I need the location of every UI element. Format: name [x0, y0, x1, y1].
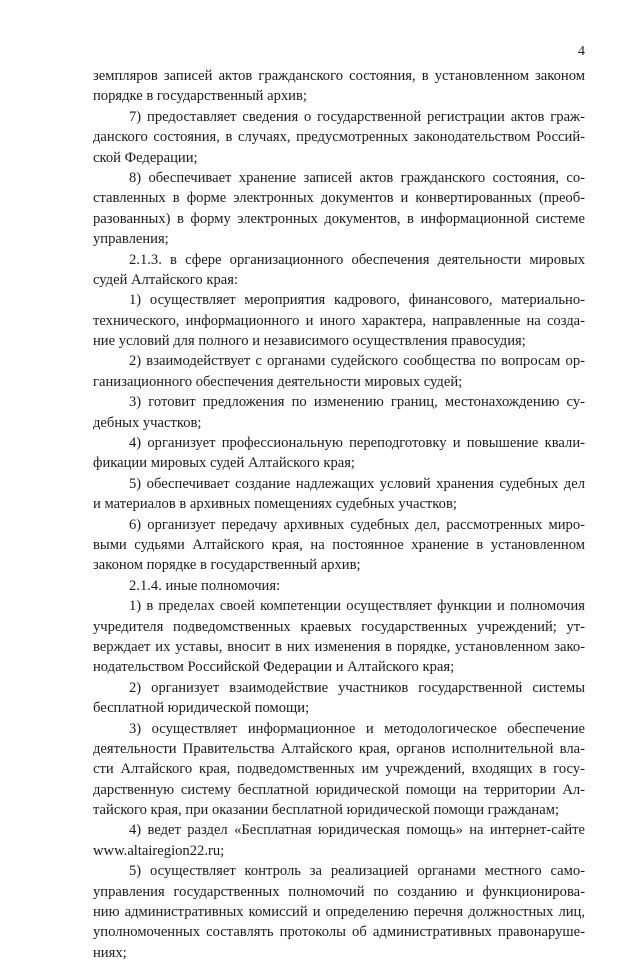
text-line: 6) организует передачу архивных судебных дел, рассмотренных миро- [129, 516, 585, 533]
text-line: www.altairegion22.ru; [93, 842, 225, 859]
text-line: технического, информационного и иного характера, направленные на созда- [93, 312, 585, 329]
page-number: 4 [578, 44, 585, 59]
text-line: учредителя подведомственных краевых государственных учреждений; ут- [93, 618, 585, 635]
text-line: 5) обеспечивает создание надлежащих условий хранения судебных дел [129, 475, 585, 492]
text-line: выми судьями Алтайского края, на постоянное хранение в установленном [93, 536, 585, 553]
text-line: ниях; [93, 944, 127, 961]
text-line: судей Алтайского края: [93, 271, 239, 288]
text-line: дарственную систему бесплатной юридической помощи на территории Ал- [93, 781, 585, 798]
text-line: бесплатной юридической помощи; [93, 700, 310, 717]
text-line: ганизационного обеспечения деятельности мировых судей; [93, 373, 463, 390]
text-line: управления государственных полномочий по созданию и функционирова- [93, 883, 585, 900]
text-line: нодательством Российской Федерации и Алтайского края; [93, 659, 455, 676]
text-line: и материалов в архивных помещениях судебных участков; [93, 496, 457, 513]
text-line: 2.1.3. в сфере организационного обеспечения деятельности мировых [129, 251, 585, 268]
text-line: верждает их уставы, вносит в них изменения в порядке, установленном зако- [93, 638, 585, 655]
document-body [93, 66, 585, 963]
text-line: 1) осуществляет мероприятия кадрового, финансового, материально- [129, 292, 585, 309]
text-line: ставленных в форме электронных документов и конвертированных (преоб- [93, 190, 585, 207]
text-line: сти Алтайского края, подведомственных им учреждений, входящих в госу- [93, 761, 585, 778]
text-line: законом порядке в государственный архив; [93, 557, 361, 574]
text-line: деятельности Правительства Алтайского края, органов исполнительной вла- [93, 740, 585, 757]
text-line: дебных участков; [93, 414, 202, 431]
text-line: 2) взаимодействует с органами судейского сообщества по вопросам ор- [129, 353, 585, 370]
text-line: 1) в пределах своей компетенции осуществляет функции и полномочия [129, 598, 585, 615]
text-line: земпляров записей актов гражданского состояния, в установленном законом [93, 68, 585, 84]
text-line: 2) организует взаимодействие участников государственной системы [129, 679, 585, 696]
text-line: 5) осуществляет контроль за реализацией органами местного само- [129, 863, 585, 880]
text-line: порядке в государственный архив; [93, 88, 307, 105]
text-line: 8) обеспечивает хранение записей актов гражданского состояния, со- [129, 169, 585, 186]
text-line: уполномоченных составлять протоколы об административных правонаруше- [93, 924, 585, 941]
text-line: тайского края, при оказании бесплатной юридической помощи гражданам; [93, 802, 560, 819]
text-line: фикации мировых судей Алтайского края; [93, 455, 355, 472]
text-line: 7) предоставляет сведения о государственной регистрации актов граж- [129, 108, 585, 125]
text-line: 2.1.4. иные полномочия: [129, 577, 281, 594]
text-line: разованных) в форму электронных документов, в информационной системе [93, 210, 585, 227]
text-line: 3) осуществляет информационное и методологическое обеспечение [129, 720, 585, 737]
text-line: управления; [93, 231, 169, 248]
text-line: данского состояния, в случаях, предусмотренных законодательством Россий- [93, 129, 585, 146]
text-line: нию административных комиссий и определению перечня должностных лиц, [93, 904, 585, 921]
text-line: ние условий для полного и независимого осуществления правосудия; [93, 333, 526, 350]
text-line: 4) ведет раздел «Бесплатная юридическая помощь» на интернет-сайте [129, 822, 585, 839]
text-line: ской Федерации; [93, 149, 198, 166]
text-line: 3) готовит предложения по изменению границ, местонахождению су- [129, 394, 585, 411]
text-line: 4) организует профессиональную переподготовку и повышение квали- [129, 435, 585, 452]
